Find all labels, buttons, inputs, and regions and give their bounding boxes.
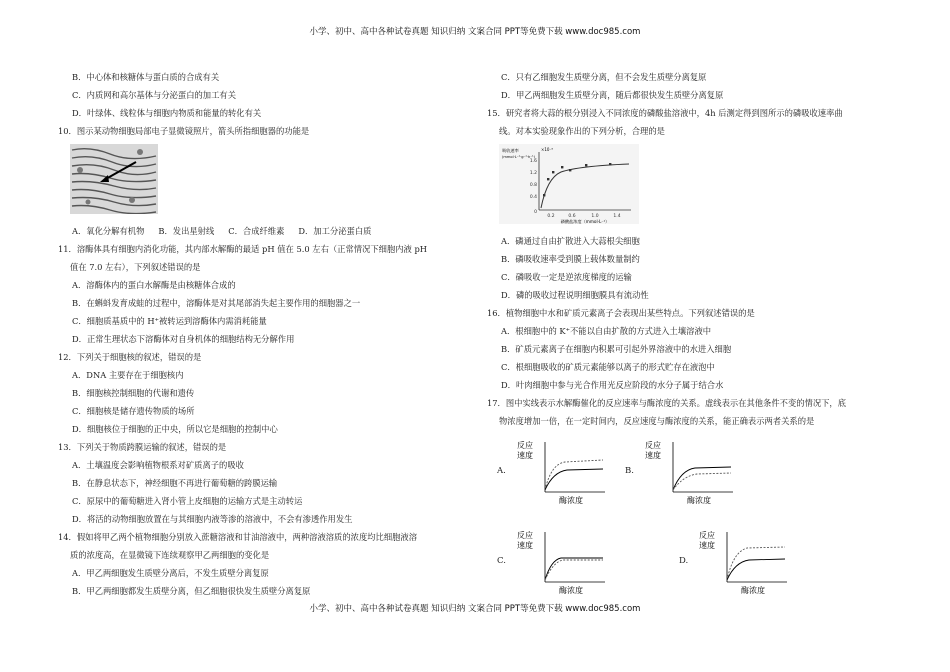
- y-axis-unit: (mmol·L⁻¹·g⁻¹·h⁻¹): [502, 155, 536, 159]
- data-point: [552, 171, 554, 173]
- y-tick: 0: [534, 210, 537, 215]
- data-point: [543, 194, 545, 196]
- q15-option-b: B．磷吸收速率受到膜上载体数量制约: [501, 254, 640, 264]
- y-tick: 0.4: [529, 195, 537, 200]
- data-point: [585, 164, 587, 166]
- y-label-2: 速度: [645, 451, 661, 460]
- q13-option-b: B．在静息状态下，神经细胞不再进行葡萄糖的跨膜运输: [72, 478, 278, 488]
- q11-stem-line1: 11．溶酶体具有细胞内消化功能，其内部水解酶的最适 pH 值在 5.0 左右（正常情况下细胞内液 pH: [58, 244, 428, 254]
- y-label-1: 反应: [699, 531, 715, 540]
- right-column: [487, 72, 907, 604]
- q17-graph-d: [679, 530, 789, 600]
- graph-label: D.: [679, 556, 689, 566]
- y-label-2: 速度: [517, 541, 533, 550]
- data-point: [569, 169, 571, 171]
- data-point: [561, 166, 563, 168]
- q16-stem: 16．植物细胞中水和矿质元素离子会表现出某些特点。下列叙述错误的是: [487, 308, 755, 318]
- q14-stem-line1: 14．假如将甲乙两个植物细胞分别放入蔗糖溶液和甘油溶液中，两种溶液溶质的浓度均比细胞液溶: [58, 532, 418, 542]
- x-label: 酶浓度: [687, 496, 711, 505]
- x-tick: 1.0: [591, 214, 599, 219]
- q14-option-a: A．甲乙两细胞发生质壁分离后，不发生质壁分离复原: [72, 568, 269, 578]
- y-tick: 1.6: [529, 159, 537, 164]
- y-tick: 0.8: [529, 183, 537, 188]
- q12-stem: 12．下列关于细胞核的叙述，错误的是: [58, 352, 202, 362]
- q17-stem-line1: 17．图中实线表示水解酶催化的反应速率与酶浓度的关系。虚线表示在其他条件不变的情况下，底: [487, 398, 847, 408]
- y-axis-exponent: ×10⁻⁵: [541, 147, 554, 152]
- q10-option-c: C．合成纤维素: [228, 226, 285, 236]
- q11-option-a: A．溶酶体内的蛋白水解酶是由核糖体合成的: [72, 280, 236, 290]
- y-label-1: 反应: [517, 441, 533, 450]
- cell-micrograph-image: [70, 144, 158, 214]
- q11-option-b: B．在蝌蚪发育成蛙的过程中，溶酶体是对其尾部消失起主要作用的细胞器之一: [72, 298, 361, 308]
- q16-option-b: B．矿质元素离子在细胞内积累可引起外界溶液中的水进入细胞: [501, 344, 732, 354]
- q13-option-a: A．土壤温度会影响植物根系对矿质离子的吸收: [72, 460, 244, 470]
- y-tick: 1.2: [529, 171, 537, 176]
- q11-option-d: D．正常生理状态下溶酶体对自身机体的细胞结构无分解作用: [72, 334, 295, 344]
- y-axis-title: 吸收速率: [502, 148, 519, 153]
- page-footer: 小学、初中、高中各种试卷真题 知识归纳 文案合同 PPT等免费下载 www.doc985.com: [309, 604, 641, 614]
- q15-option-c: C．磷吸收一定是逆浓度梯度的运输: [501, 272, 632, 282]
- q13-stem: 13．下列关于物质跨膜运输的叙述，错误的是: [58, 442, 227, 452]
- q15-option-d: D．磷的吸收过程说明细胞膜具有流动性: [501, 290, 649, 300]
- q9-option-d: D．叶绿体、线粒体与细胞内物质和能量的转化有关: [72, 108, 262, 118]
- q14-option-d: D．甲乙两细胞发生质壁分离，随后都很快发生质壁分离复原: [501, 90, 724, 100]
- q14-option-c: C．只有乙细胞发生质壁分离，但不会发生质壁分离复原: [501, 72, 707, 82]
- y-label-1: 反应: [645, 441, 661, 450]
- y-label-1: 反应: [517, 531, 533, 540]
- q10-option-a: A．氧化分解有机物: [72, 226, 145, 236]
- x-tick: 0.6: [568, 214, 576, 219]
- data-point: [609, 163, 611, 165]
- page-header: 小学、初中、高中各种试卷真题 知识归纳 文案合同 PPT等免费下载 www.doc985.com: [309, 27, 641, 37]
- left-column: [58, 72, 478, 604]
- y-label-2: 速度: [517, 451, 533, 460]
- x-label: 酶浓度: [741, 586, 765, 595]
- q12-option-c: C．细胞核是储存遗传物质的场所: [72, 406, 195, 416]
- x-label: 酶浓度: [559, 586, 583, 595]
- q12-option-d: D．细胞核位于细胞的正中央，所以它是细胞的控制中心: [72, 424, 278, 434]
- q16-option-a: A．根细胞中的 K⁺不能以自由扩散的方式进入土壤溶液中: [501, 326, 712, 336]
- q10-options: [58, 226, 478, 237]
- graph-label: C.: [497, 556, 506, 566]
- q17-graph-c: [497, 530, 607, 600]
- q13-option-c: C．原尿中的葡萄糖进入肾小管上皮细胞的运输方式是主动转运: [72, 496, 303, 506]
- q9-option-b: B．中心体和核糖体与蛋白质的合成有关: [72, 72, 220, 82]
- data-point: [547, 178, 549, 180]
- q10-option-d: D．加工分泌蛋白质: [298, 226, 372, 236]
- q16-option-d: D．叶肉细胞中参与光合作用光反应阶段的水分子属于结合水: [501, 380, 724, 390]
- graph-label: A.: [497, 466, 506, 476]
- q17-graph-b: [625, 440, 735, 510]
- q11-stem-line2: 值在 7.0 左右），下列叙述错误的是: [70, 262, 201, 272]
- q15-figure: [499, 144, 907, 228]
- q11-option-c: C．细胞质基质中的 H⁺被转运到溶酶体内需消耗能量: [72, 316, 267, 326]
- q17-stem-line2: 物浓度增加一倍，在一定时间内，反应速度与酶浓度的关系，能正确表示两者关系的是: [499, 416, 815, 426]
- q15-stem-line1: 15．研究者将大蒜的根分别浸入不同浓度的磷酸盐溶液中，4h 后测定得到图所示的磷吸收速率曲: [487, 108, 843, 118]
- y-label-2: 速度: [699, 541, 715, 550]
- q12-option-a: A．DNA 主要存在于细胞核内: [72, 370, 184, 380]
- q16-option-c: C．根细胞吸收的矿质元素能够以离子的形式贮存在液泡中: [501, 362, 715, 372]
- x-tick: 1.4: [613, 214, 621, 219]
- x-label: 酶浓度: [559, 496, 583, 505]
- q10-stem: 10．图示某动物细胞局部电子显微镜照片，箭头所指细胞器的功能是: [58, 126, 310, 136]
- phosphate-uptake-chart: [499, 144, 639, 224]
- q10-micrograph: [70, 144, 478, 218]
- q17-graph-a: [497, 440, 607, 510]
- q10-option-b: B．发出星射线: [158, 226, 215, 236]
- q15-option-a: A．磷通过自由扩散进入大蒜根尖细胞: [501, 236, 640, 246]
- x-axis-title: 磷酸盐浓度（mmol·L⁻¹）: [560, 219, 610, 224]
- q13-option-d: D．将活的动物细胞放置在与其细胞内液等渗的溶液中，不会有渗透作用发生: [72, 514, 353, 524]
- q9-option-c: C．内质网和高尔基体与分泌蛋白的加工有关: [72, 90, 236, 100]
- x-tick: 0.2: [547, 214, 555, 219]
- q14-option-b: B．甲乙两细胞都发生质壁分离，但乙细胞很快发生质壁分离复原: [72, 586, 311, 596]
- q14-stem-line2: 质的浓度高，在显微镜下连续观察甲乙两细胞的变化是: [70, 550, 270, 560]
- q17-graphs: [487, 434, 907, 604]
- q12-option-b: B．细胞核控制细胞的代谢和遗传: [72, 388, 195, 398]
- graph-label: B.: [625, 466, 634, 476]
- q15-stem-line2: 线。对本实验现象作出的下列分析，合理的是: [499, 126, 665, 136]
